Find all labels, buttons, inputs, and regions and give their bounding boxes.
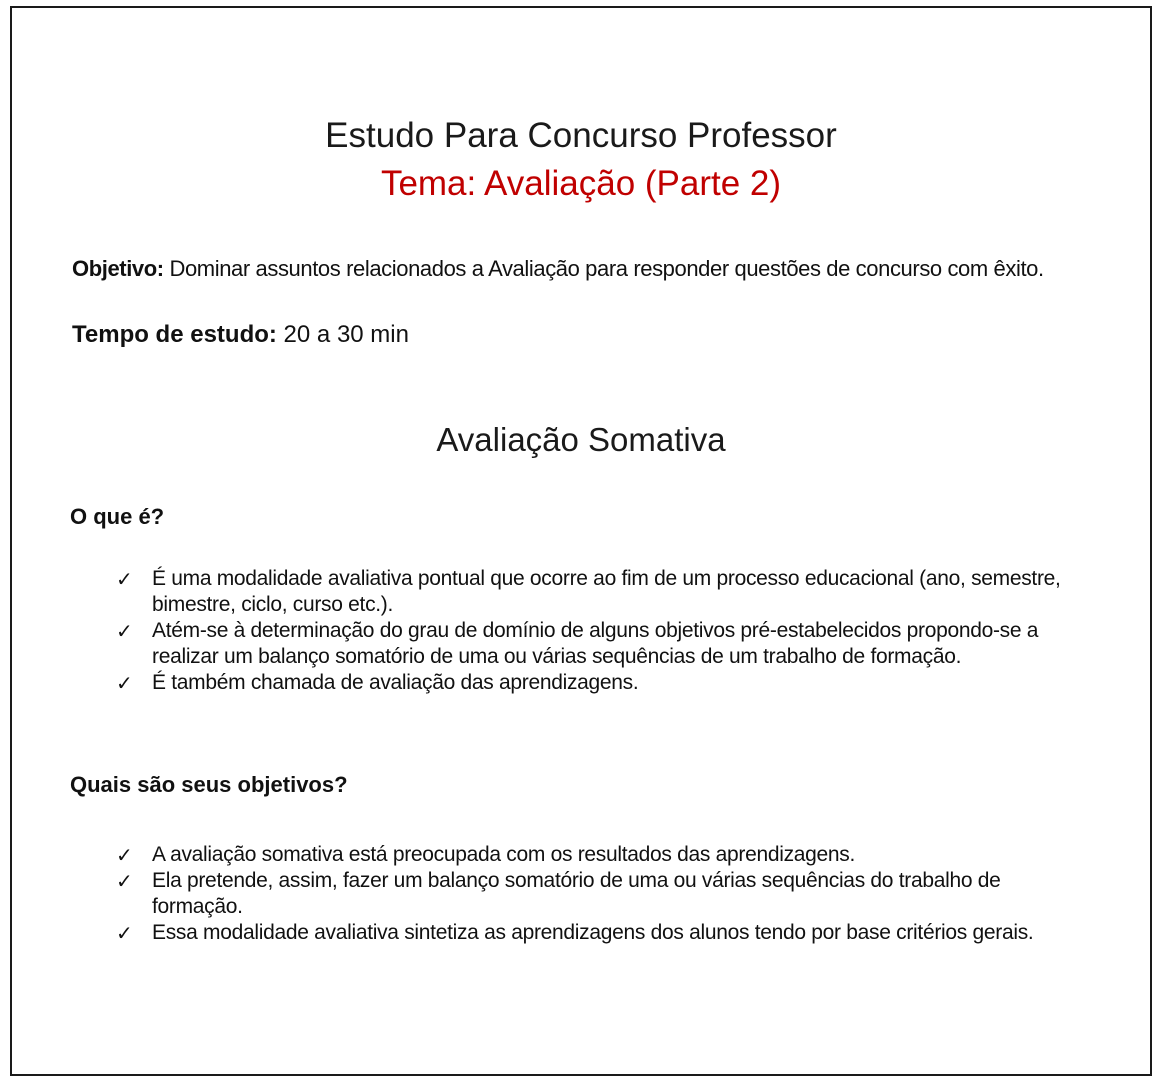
study-time (72, 318, 409, 352)
check-icon: ✓ (116, 869, 133, 893)
list-item (112, 842, 1092, 868)
list-item (112, 618, 1092, 670)
study-time-value: 20 a 30 min (276, 321, 409, 348)
study-time-label: Tempo de estudo: (72, 321, 277, 348)
list-item (112, 920, 1092, 946)
section-title: Avaliação Somativa (436, 421, 726, 458)
list-item-text: A avaliação somativa está preocupada com os resultados das aprendizagens. (152, 843, 856, 866)
document-subtitle: Tema: Avaliação (Parte 2) (380, 164, 782, 203)
question-heading-2: Quais são seus objetivos? (70, 772, 348, 797)
answer-list-1 (112, 566, 1092, 696)
check-icon: ✓ (116, 921, 133, 945)
question-heading-1: O que é? (70, 504, 165, 529)
list-item-text: Atém-se à determinação do grau de domínio de alguns objetivos pré-estabelecidos propondo-se a realizar um balanço somatório de uma ou várias sequências de um trabalho de formação. (152, 619, 1039, 668)
check-icon: ✓ (116, 619, 133, 643)
list-item-text: Essa modalidade avaliativa sintetiza as aprendizagens dos alunos tendo por base critérios gerais. (152, 921, 1034, 944)
objective-label: Objetivo: (72, 256, 164, 281)
list-item-text: É uma modalidade avaliativa pontual que ocorre ao fim de um processo educacional (ano, semestre, bimestre, ciclo, curso etc.). (152, 567, 1061, 616)
check-icon: ✓ (116, 671, 133, 695)
list-item (112, 868, 1092, 920)
check-icon: ✓ (116, 567, 133, 591)
document-title: Estudo Para Concurso Professor (325, 116, 837, 155)
list-item-text: Ela pretende, assim, fazer um balanço somatório de uma ou várias sequências do trabalho de formação. (152, 869, 1001, 918)
list-item (112, 670, 1092, 696)
answer-list-2 (112, 842, 1092, 946)
objective-text: Dominar assuntos relacionados a Avaliação para responder questões de concurso com êxito. (163, 256, 1044, 281)
document-page (10, 6, 1152, 1076)
list-item-text: É também chamada de avaliação das aprendizagens. (152, 671, 639, 694)
check-icon: ✓ (116, 843, 133, 867)
list-item (112, 566, 1092, 618)
objective-paragraph (72, 252, 1082, 286)
